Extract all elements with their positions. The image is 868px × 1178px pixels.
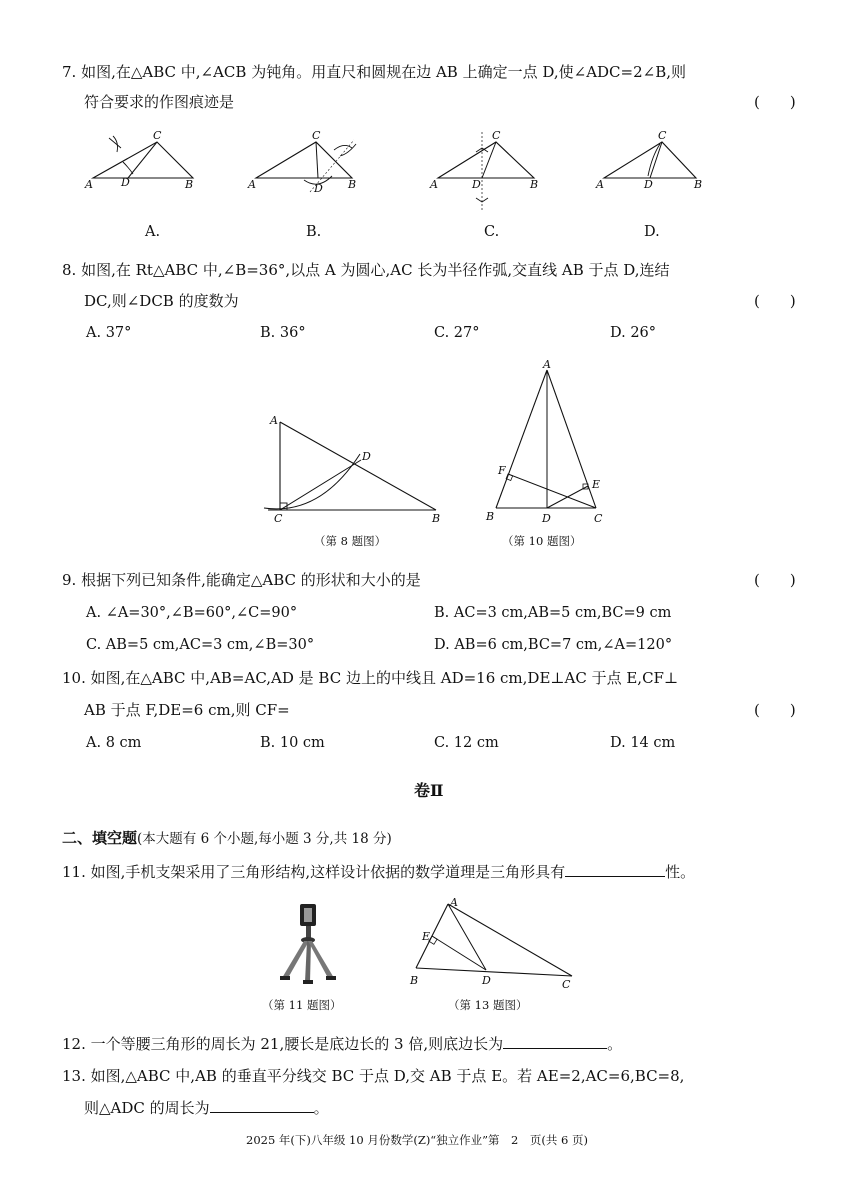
q7-stem-line2: 符合要求的作图痕迹是 <box>84 93 235 111</box>
label-c: C <box>274 512 283 525</box>
q10-option-c: C. 12 cm <box>434 735 499 751</box>
q7-figure-b <box>248 128 368 203</box>
figure-10-caption: （第 10 题图） <box>502 534 582 548</box>
q10-option-d: D. 14 cm <box>610 735 676 751</box>
q10-answer-paren: ( ) <box>754 701 796 719</box>
q7-figure-c <box>430 128 550 213</box>
label-b: B <box>348 178 357 191</box>
q8-answer-paren: ( ) <box>754 292 796 310</box>
q7-figure-a <box>85 128 205 198</box>
label-a: A <box>596 178 604 191</box>
q11-answer-blank[interactable] <box>565 862 665 877</box>
q12-answer-blank[interactable] <box>503 1034 607 1049</box>
q8-option-a: A. 37° <box>86 325 132 341</box>
label-c: C <box>153 129 162 142</box>
q12-stem <box>62 1034 622 1054</box>
label-c: C <box>312 129 321 142</box>
q13-stem-line2 <box>84 1098 329 1118</box>
label-e: E <box>592 478 601 491</box>
figure-13 <box>406 896 586 991</box>
q7-option-d: D. <box>644 224 660 240</box>
label-a: A <box>430 178 438 191</box>
q13-answer-blank[interactable] <box>210 1098 314 1113</box>
page-footer: 2025 年(下)八年级 10 月份数学(Z)“独立作业”第 2 页(共 6 页) <box>246 1133 588 1147</box>
label-b: B <box>530 178 539 191</box>
q11-text-after: 性。 <box>665 863 696 881</box>
q9-option-b: B. AC=3 cm,AB=5 cm,BC=9 cm <box>434 605 672 621</box>
label-b: B <box>486 510 495 523</box>
label-a: A <box>543 358 551 371</box>
figure-11-tripod <box>276 900 346 990</box>
q7-option-a: A. <box>145 224 161 240</box>
q8-stem-line2: DC,则∠DCB 的度数为 <box>84 292 239 310</box>
section-title: 卷Ⅱ <box>414 781 444 800</box>
q11-text-before: 11. 如图,手机支架采用了三角形结构,这样设计依据的数学道理是三角形具有 <box>62 863 566 881</box>
q12-text-before: 12. 一个等腰三角形的周长为 21,腰长是底边长的 3 倍,则底边长为 <box>62 1035 504 1053</box>
part2-heading: 二、填空题 <box>62 829 138 847</box>
figure-13-caption: （第 13 题图） <box>448 998 528 1012</box>
q8-option-c: C. 27° <box>434 325 480 341</box>
label-d: D <box>542 512 551 525</box>
label-c: C <box>562 978 571 991</box>
q10-stem-line1: 10. 如图,在△ABC 中,AB=AC,AD 是 BC 边上的中线且 AD=16 cm,DE⊥AC 于点 E,CF⊥ <box>62 669 679 687</box>
q7-option-c: C. <box>484 224 500 240</box>
figure-11-caption: （第 11 题图） <box>262 998 342 1012</box>
q9-option-c: C. AB=5 cm,AC=3 cm,∠B=30° <box>86 637 315 653</box>
q9-answer-paren: ( ) <box>754 571 796 589</box>
figure-8 <box>260 410 460 530</box>
label-e: E <box>422 930 431 943</box>
label-d: D <box>644 178 653 191</box>
label-a: A <box>85 178 93 191</box>
label-d: D <box>362 450 371 463</box>
q7-figure-d <box>594 128 714 198</box>
label-a: A <box>270 414 278 427</box>
q8-option-d: D. 26° <box>610 325 657 341</box>
label-c: C <box>594 512 603 525</box>
label-a: A <box>450 896 458 909</box>
q13-text-before: 则△ADC 的周长为 <box>84 1099 210 1117</box>
q11-stem <box>62 862 695 882</box>
q13-stem-line1: 13. 如图,△ABC 中,AB 的垂直平分线交 BC 于点 D,交 AB 于点 E。若 AE=2,AC=6,BC=8, <box>62 1067 685 1085</box>
label-d: D <box>482 974 491 987</box>
label-d: D <box>472 178 481 191</box>
label-d: D <box>121 176 130 189</box>
q9-option-a: A. ∠A=30°,∠B=60°,∠C=90° <box>86 605 298 621</box>
q8-option-b: B. 36° <box>260 325 306 341</box>
q9-option-d: D. AB=6 cm,BC=7 cm,∠A=120° <box>434 637 673 653</box>
label-b: B <box>185 178 194 191</box>
part2-note: (本大题有 6 个小题,每小题 3 分,共 18 分) <box>137 831 392 847</box>
label-b: B <box>432 512 441 525</box>
label-c: C <box>658 129 667 142</box>
q10-option-a: A. 8 cm <box>86 735 142 751</box>
q13-text-after: 。 <box>313 1099 329 1117</box>
label-d: D <box>314 182 323 195</box>
q7-stem-line1: 7. 如图,在△ABC 中,∠ACB 为钝角。用直尺和圆规在边 AB 上确定一点 D,使∠ADC=2∠B,则 <box>62 63 686 81</box>
q10-option-b: B. 10 cm <box>260 735 325 751</box>
label-c: C <box>492 129 501 142</box>
figure-8-caption: （第 8 题图） <box>314 534 387 548</box>
q8-stem-line1: 8. 如图,在 Rt△ABC 中,∠B=36°,以点 A 为圆心,AC 长为半径作弧,交直线 AB 于点 D,连结 <box>62 261 670 279</box>
q10-stem-line2: AB 于点 F,DE=6 cm,则 CF= <box>84 701 290 719</box>
label-f: F <box>498 464 506 477</box>
q7-answer-paren: ( ) <box>754 93 796 111</box>
part2-heading-line <box>62 828 392 849</box>
q9-stem: 9. 根据下列已知条件,能确定△ABC 的形状和大小的是 <box>62 571 421 589</box>
label-a: A <box>248 178 256 191</box>
figure-10 <box>480 358 610 528</box>
label-b: B <box>410 974 419 987</box>
label-b: B <box>694 178 703 191</box>
q7-option-b: B. <box>306 224 322 240</box>
q12-text-after: 。 <box>607 1035 623 1053</box>
